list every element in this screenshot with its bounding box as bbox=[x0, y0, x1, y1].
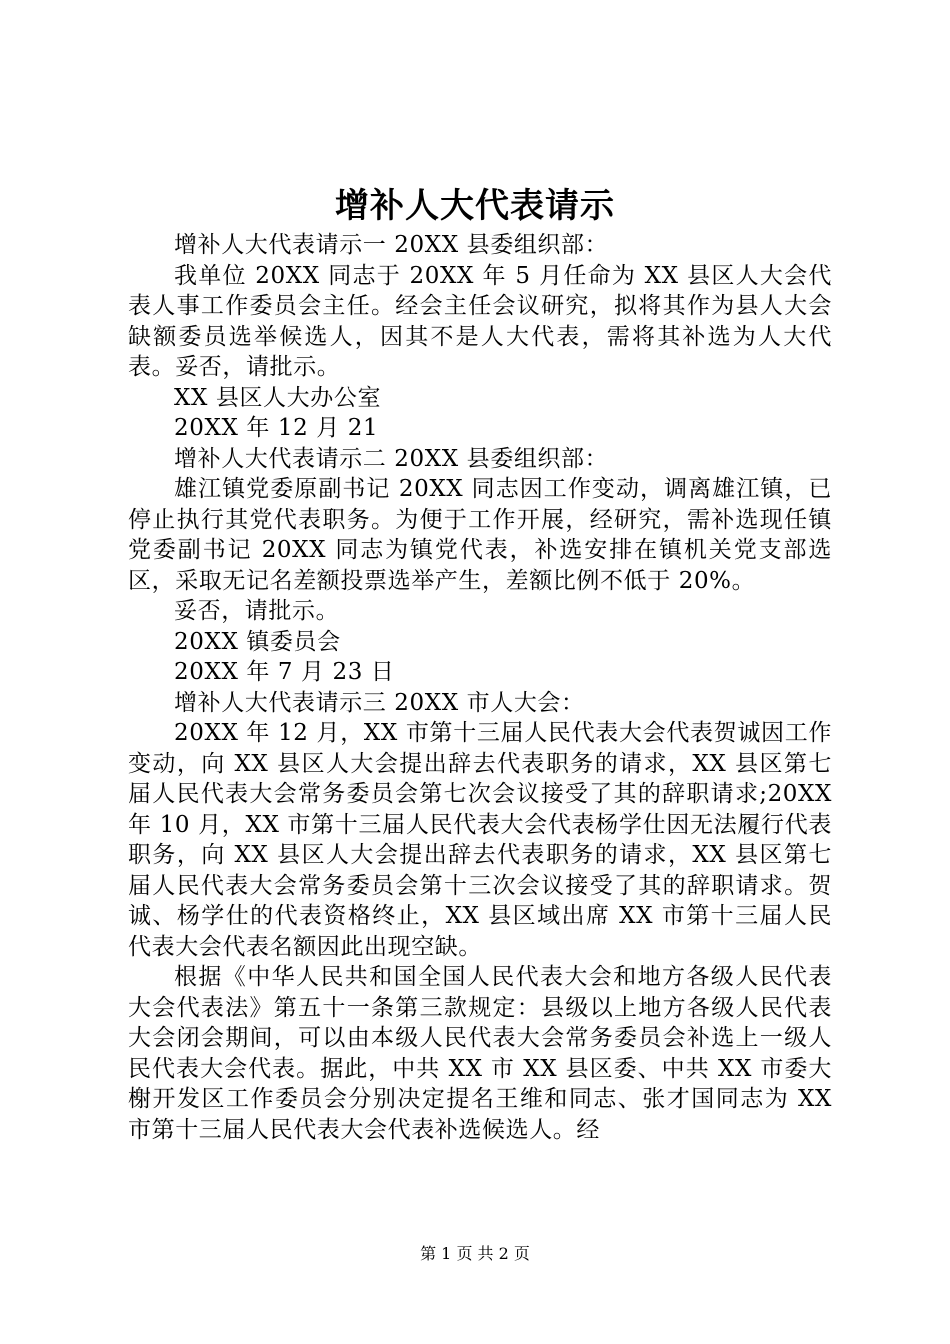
page-footer: 第 1 页 共 2 页 bbox=[420, 1244, 530, 1263]
document-body bbox=[128, 230, 832, 1145]
paragraph-request-3-heading: 增补人大代表请示三 20XX 市人大会： bbox=[174, 689, 585, 716]
paragraph-request-3-body: 20XX 年 12 月，XX 市第十三届人民代表大会代表贺诚因工作变动，向 XX 县区人大会提出辞去代表职务的请求，XX 县区第七届人民代表大会常务委员会第七次会议接受了其的辞职请求;20XX 年 10 月，XX 市第十三届人民代表大会代表杨学仕因无法履行代表职务，向 XX 县区人大会提出辞去代表职务的请求，XX 县区第七届人民代表大会常务委员会第十三次会议接受了其的辞职请求。贺诚、杨学仕的代表资格终止，XX 县区域出席 XX 市第十三届人民代表大会代表名额因此出现空缺。 bbox=[128, 720, 832, 960]
paragraph-request-1-signatory: XX 县区人大办公室 bbox=[174, 384, 382, 411]
paragraph-request-1-date: 20XX 年 12 月 21 bbox=[174, 415, 379, 441]
paragraph-request-1-heading: 增补人大代表请示一 20XX 县委组织部： bbox=[174, 232, 609, 258]
paragraph-request-2-signatory: 20XX 镇委员会 bbox=[174, 628, 341, 655]
paragraph-request-2-closing: 妥否，请批示。 bbox=[174, 598, 340, 624]
paragraph-request-2-body: 雄江镇党委原副书记 20XX 同志因工作变动，调离雄江镇，已停止执行其党代表职务。为便于工作开展，经研究，需补选现任镇党委副书记 20XX 同志为镇党代表，补选安排在镇机关党支部选区，采取无记名差额投票选举产生，差额比例不低于 20%。 bbox=[128, 476, 832, 594]
paragraph-request-1-body: 我单位 20XX 同志于 20XX 年 5 月任命为 XX 县区人大会代表人事工作委员会主任。经会主任会议研究，拟将其作为县人大会缺额委员选举候选人，因其不是人大代表，需将其补选为人大代表。妥否，请批示。 bbox=[128, 262, 832, 380]
paragraph-request-2-heading: 增补人大代表请示二 20XX 县委组织部： bbox=[174, 445, 609, 472]
paragraph-request-3-legal-basis: 根据《中华人民共和国全国人民代表大会和地方各级人民代表大会代表法》第五十一条第三款规定：县级以上地方各级人民代表大会闭会期间，可以由本级人民代表大会常务委员会补选上一级人民代表大会代表。据此，中共 XX 市 XX 县区委、中共 XX 市委大榭开发区工作委员会分别决定提名王维和同志、张才国同志为 XX 市第十三届人民代表大会代表补选候选人。经 bbox=[128, 964, 832, 1143]
document-title: 增补人大代表请示 bbox=[335, 186, 615, 226]
paragraph-request-2-date: 20XX 年 7 月 23 日 bbox=[174, 659, 395, 685]
